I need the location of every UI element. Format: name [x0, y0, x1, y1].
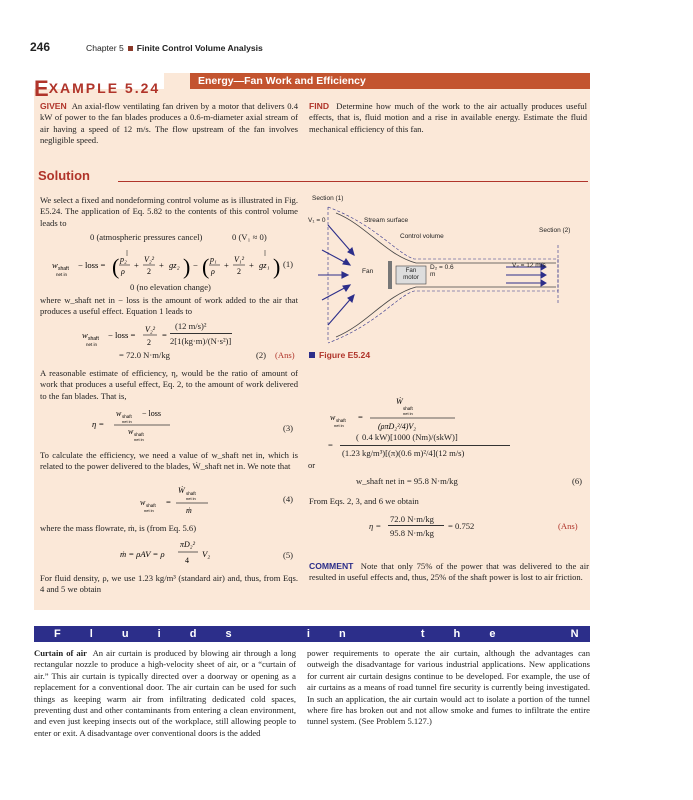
page-number: 246 — [30, 40, 51, 54]
w-calc-open-paren: ( — [356, 432, 359, 442]
find-section — [309, 101, 587, 135]
news-left-column — [34, 648, 296, 739]
equation-3 — [92, 407, 212, 445]
chapter-title: Finite Control Volume Analysis — [136, 43, 263, 53]
solution-intro: We select a fixed and nondeforming control volume as is illustrated in Fig. E5.24. The application of Eq. 5.82 to the contents of this control volume leads to — [40, 195, 298, 228]
comment-text: Note that only 75% of the power that was delivered to the air resulted in useful effects and, thus, 25% of the shaft power is lost to air friction. — [309, 561, 589, 583]
svg-text:(: ( — [202, 254, 210, 279]
svg-text:V₂²: V₂² — [145, 325, 156, 334]
where-text-1: where w_shaft net in − loss is the amount of work added to the air that produces a useful effect. Equation 1 leads to — [40, 295, 298, 317]
eta-numerator: 72.0 N·m/kg — [390, 514, 434, 524]
svg-text:net in: net in — [334, 423, 344, 428]
svg-text:V₂: V₂ — [202, 549, 211, 559]
eq2-numerator: (12 m/s)² — [175, 321, 207, 331]
svg-text:ṁ = ρAV = ρ: ṁ = ρAV = ρ — [120, 549, 165, 559]
svg-text:w: w — [140, 498, 146, 507]
news-banner — [34, 626, 693, 642]
note-elevation: 0 (no elevation change) — [130, 282, 211, 292]
svg-text:=: = — [166, 497, 171, 507]
fig-fan: Fan — [362, 268, 374, 275]
w-calc-equals: = — [328, 440, 333, 450]
svg-text:− loss: − loss — [142, 409, 161, 418]
equation-4-svg — [140, 484, 220, 520]
svg-text:p₁: p₁ — [210, 255, 217, 264]
eta-denominator: 95.8 N·m/kg — [390, 528, 434, 538]
eq3-number: (3) — [283, 423, 294, 433]
solution-title: Solution — [38, 168, 90, 183]
svg-text:η =: η = — [92, 419, 105, 429]
fig-control-volume: Control volume — [400, 233, 444, 240]
svg-text:): ) — [183, 254, 191, 279]
svg-text:+: + — [224, 260, 229, 270]
eta-ans: (Ans) — [558, 521, 578, 531]
fig-stream-surface: Stream surface — [364, 217, 409, 224]
caption-square-icon — [309, 352, 315, 358]
svg-text:+: + — [159, 260, 164, 270]
svg-text:net in: net in — [144, 508, 154, 513]
svg-text:Ẇ: Ẇ — [396, 397, 403, 406]
svg-text:+: + — [134, 260, 139, 270]
svg-text:ρ: ρ — [121, 267, 125, 276]
svg-text:2: 2 — [147, 338, 151, 347]
svg-text:shaft: shaft — [134, 432, 144, 437]
comment-section — [309, 561, 589, 584]
svg-text:net in: net in — [186, 496, 196, 501]
given-label: GIVEN — [40, 101, 67, 111]
svg-text:shaft: shaft — [146, 503, 156, 508]
svg-text:ρ: ρ — [211, 267, 215, 276]
chapter-label: Chapter 5 — [86, 43, 124, 53]
given-text: An axial-flow ventilating fan driven by a motor that delivers 0.4 kW of power to the fan blades produces a 0.6-m-diameter axial stream of air having a speed of 12 m/s. The flow upstream of the fan involves negligible speed. — [40, 101, 298, 146]
fig-v1: V₁ = 0 — [308, 217, 326, 224]
header-square-icon — [128, 46, 133, 51]
svg-text:(: ( — [112, 254, 120, 279]
eta-fraction-bar — [388, 525, 444, 526]
given-section — [40, 101, 298, 147]
svg-text:net in: net in — [86, 342, 98, 347]
equation-5-svg — [120, 538, 230, 570]
or-text: or — [308, 460, 316, 470]
find-label: FIND — [309, 101, 330, 111]
w-calc-fraction-bar — [340, 445, 510, 446]
eta-symbol: η = — [369, 521, 382, 531]
comment-label: COMMENT — [309, 561, 354, 571]
solution-rule — [118, 181, 588, 182]
eq2-denominator: 2[1(kg·m)/(N·s²)] — [170, 336, 232, 346]
svg-text:shaft: shaft — [58, 266, 69, 272]
svg-text:net in: net in — [403, 411, 413, 416]
example-label: EXAMPLE 5.24 — [34, 73, 164, 89]
svg-text:): ) — [273, 254, 281, 279]
eq2-ans: (Ans) — [275, 350, 295, 360]
svg-text:πD₂²: πD₂² — [180, 540, 195, 549]
svg-text:shaft: shaft — [186, 491, 196, 496]
eq2-number: (2) — [256, 350, 267, 360]
equation-5 — [120, 538, 230, 572]
svg-text:net in: net in — [56, 272, 68, 277]
svg-text:2: 2 — [147, 267, 151, 276]
running-header — [86, 43, 263, 53]
svg-text:2: 2 — [237, 267, 241, 276]
w-calc-denominator: (1.23 kg/m³)[(π)(0.6 m)²/4](12 m/s) — [342, 448, 465, 458]
svg-text:− loss =: − loss = — [78, 260, 106, 270]
svg-text:−: − — [193, 260, 198, 270]
svg-text:w: w — [330, 413, 336, 422]
svg-text:=: = — [162, 330, 167, 340]
fig-v2: V₂ = 12 m/s — [512, 262, 546, 269]
w-result: w_shaft net in = 95.8 N·m/kg — [356, 476, 458, 486]
energy-equation-svg — [52, 248, 297, 282]
density-paragraph: For fluid density, ρ, we use 1.23 kg/m³ (standard air) and, thus, from Eqs. 4 and 5 we obtain — [40, 573, 298, 595]
note-pressure: 0 (atmospheric pressures cancel) — [90, 232, 203, 242]
fig-d2: D₂ = 0.6 m — [430, 264, 454, 278]
svg-text:w: w — [116, 409, 122, 418]
eq2-result: = 72.0 N·m/kg — [119, 350, 170, 360]
from-eqs-text: From Eqs. 2, 3, and 6 we obtain — [309, 496, 419, 506]
eq4-number: (4) — [283, 494, 294, 504]
find-text: Determine how much of the work to the air actually produces useful effects, that is, fluid motion and a rise in available energy. Estimate the fluid mechanical efficiency of this fan. — [309, 101, 587, 134]
svg-text:shaft: shaft — [403, 406, 413, 411]
eq2-fraction-bar — [170, 333, 232, 334]
svg-text:gz₂: gz₂ — [169, 260, 180, 270]
svg-text:gz₁: gz₁ — [259, 260, 270, 270]
news-right-text: power requirements to operate the air curtain, although the advantages can outweigh the disadvantage for various industrial applications. New applications for current air curtain designs continue to be developed. For example, the use of air curtains as a means of road tunnel fire security is currently being investigated. In such an application, the air curtain would act to isolate a portion of the tunnel where fire has broken out and not allow smoke and fumes to infiltrate the entire tunnel system. (See Problem 5.127.) — [307, 648, 590, 727]
svg-text:Ẇ: Ẇ — [178, 486, 185, 495]
eq5-number: (5) — [283, 550, 294, 560]
svg-text:w: w — [128, 427, 134, 436]
news-title: Curtain of air — [34, 648, 87, 658]
svg-text:w: w — [82, 330, 88, 340]
svg-text:net in: net in — [122, 419, 132, 424]
equation-4 — [140, 484, 220, 522]
news-left-text: An air curtain is produced by blowing air through a long rectangular nozzle to produce a high-velocity sheet of air, or a “curtain of air.” This air curtain is typically directed over a doorway or opening as a replacement for a conventional door. The air curtain can be used for such things as keeping warm air from infiltrating dedicated cold spaces, preventing dust and other contaminants from entering a clean environment, and even just keeping insects out of the workplace, still allowing people to enter or exit. A disadvantage over conventional doors is the added — [34, 648, 296, 738]
svg-text:shaft: shaft — [122, 414, 132, 419]
w-calc-numerator: 0.4 kW)[1000 (Nm)/(skW)] — [362, 432, 458, 442]
svg-text:− loss =: − loss = — [108, 330, 136, 340]
svg-text:4: 4 — [185, 556, 189, 565]
energy-equation — [52, 248, 297, 284]
eq6-number: (6) — [572, 476, 583, 486]
eta-result: = 0.752 — [448, 521, 475, 531]
fig-fan-motor: Fan motor — [403, 267, 419, 281]
fig-section1: Section (1) — [312, 195, 344, 202]
svg-text:V₁²: V₁² — [234, 255, 245, 264]
svg-text:shaft: shaft — [88, 336, 99, 342]
figure-caption: Figure E5.24 — [309, 350, 370, 360]
svg-text:ṁ: ṁ — [186, 506, 192, 515]
fig-section2: Section (2) — [539, 227, 571, 234]
svg-text:w: w — [52, 260, 58, 270]
news-banner-letters: F l u i d s i n t h e N e w s — [54, 628, 693, 640]
svg-text:net in: net in — [134, 437, 144, 442]
svg-text:p₂: p₂ — [120, 255, 127, 264]
svg-text:=: = — [358, 412, 363, 422]
eq1-number: (1) — [283, 259, 294, 269]
mass-flow-text: where the mass flowrate, ṁ, is (from Eq. 5.6) — [40, 523, 197, 533]
svg-text:shaft: shaft — [336, 418, 346, 423]
example-topic: Energy—Fan Work and Efficiency — [190, 73, 590, 89]
efficiency-paragraph: A reasonable estimate of efficiency, η, would be the ratio of amount of work that produces a useful effect, Eq. 2, to the amount of work delivered to the fan blades. That is, — [40, 368, 298, 401]
svg-text:(ρπD₂²/4)V₂: (ρπD₂²/4)V₂ — [378, 422, 417, 431]
svg-text:V₂²: V₂² — [144, 255, 155, 264]
calc-paragraph: To calculate the efficiency, we need a value of w_shaft net in, which is related to the power delivered to the blades, Ẇ_shaft net in. We note that — [40, 450, 298, 472]
note-v1: 0 (V₁ ≈ 0) — [232, 232, 267, 242]
equation-3-svg — [92, 407, 212, 443]
svg-text:+: + — [249, 260, 254, 270]
